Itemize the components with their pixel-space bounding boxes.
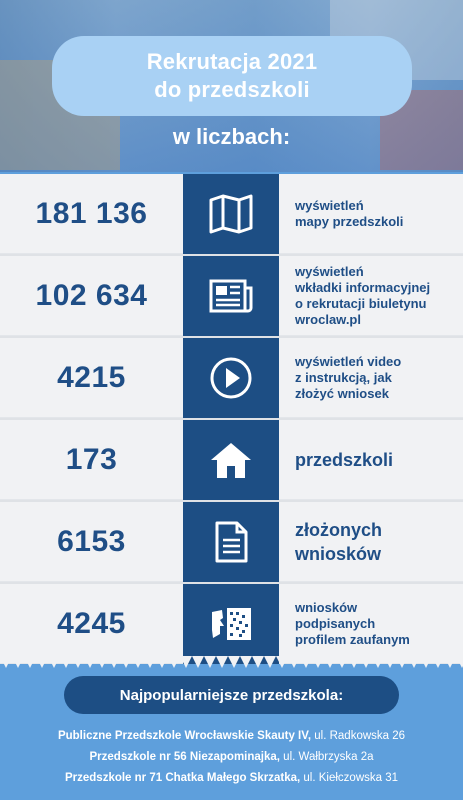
list-item	[0, 726, 463, 747]
description-line: wroclaw.pl	[295, 312, 361, 327]
stat-description	[279, 174, 463, 254]
stat-number: 4215	[0, 338, 183, 418]
kindergarten-address: ul. Wałbrzyska 2a	[283, 751, 374, 763]
stat-description	[279, 256, 463, 336]
stat-number: 6153	[0, 502, 183, 582]
kindergarten-name: Przedszkole nr 71 Chatka Małego Skrzatka,	[64, 772, 301, 784]
stat-row-kindergartens	[0, 418, 463, 500]
kindergarten-name: Przedszkole nr 56 Niezapominajka,	[89, 751, 280, 763]
stat-description	[279, 338, 463, 418]
description-line: z instrukcją, jak	[295, 370, 392, 385]
stat-number: 173	[0, 420, 183, 500]
stat-row-newsletter	[0, 254, 463, 336]
kindergarten-name: Publiczne Przedszkole Wrocławskie Skauty IV,	[57, 730, 312, 742]
trusted-profile-icon	[183, 584, 279, 664]
newspaper-icon	[183, 256, 279, 336]
stat-row-video	[0, 336, 463, 418]
title-line-2: do przedszkoli	[154, 77, 310, 102]
description-line: wkładki informacyjnej	[295, 280, 431, 295]
stat-description	[279, 502, 463, 582]
description-line: przedszkoli	[295, 450, 394, 470]
stat-number: 4245	[0, 584, 183, 664]
stat-row-map	[0, 174, 463, 254]
stat-description	[279, 584, 463, 664]
popular-kindergartens-list	[0, 726, 463, 789]
description-line: wyświetleń video	[295, 354, 402, 369]
stat-row-trusted-profile	[0, 582, 463, 664]
description-line: złożyć wniosek	[295, 386, 389, 401]
subtitle: w liczbach:	[172, 124, 291, 149]
description-line: podpisanych	[295, 616, 376, 631]
description-line: wniosków	[295, 544, 382, 564]
description-line: złożonych	[295, 520, 383, 540]
description-line: mapy przedszkoli	[295, 214, 404, 229]
statistics-table	[0, 174, 463, 664]
title-line-1: Rekrutacja 2021	[146, 49, 318, 74]
list-item	[0, 747, 463, 768]
description-line: wyświetleń	[295, 198, 364, 213]
stat-number: 102 634	[0, 256, 183, 336]
document-icon	[183, 502, 279, 582]
play-icon	[183, 338, 279, 418]
description-line: wniosków	[295, 600, 358, 615]
zigzag-edge	[0, 656, 463, 668]
description-line: profilem zaufanym	[295, 632, 410, 647]
title-banner	[52, 36, 412, 116]
description-line: o rekrutacji biuletynu	[295, 296, 427, 311]
kindergarten-address: ul. Radkowska 26	[314, 730, 406, 742]
map-icon	[183, 174, 279, 254]
popular-heading: Najpopularniejsze przedszkola:	[64, 676, 399, 714]
description-line: wyświetleń	[295, 264, 364, 279]
kindergarten-address: ul. Kiełczowska 31	[303, 772, 399, 784]
list-item	[0, 768, 463, 789]
stat-number: 181 136	[0, 174, 183, 254]
stat-row-applications	[0, 500, 463, 582]
house-icon	[183, 420, 279, 500]
stat-description	[279, 420, 463, 500]
